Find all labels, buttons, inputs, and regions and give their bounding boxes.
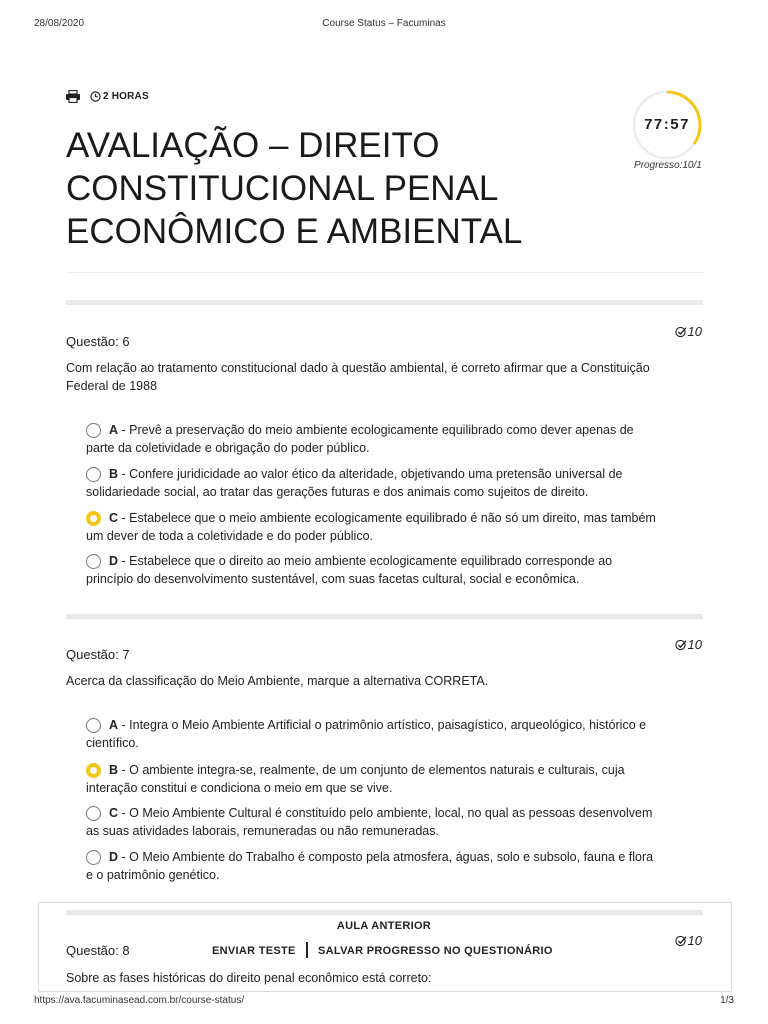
radio-button[interactable]: [86, 554, 101, 569]
option-a[interactable]: [86, 716, 706, 752]
title-line: CONSTITUCIONAL PENAL: [66, 169, 499, 208]
print-header: [0, 0, 768, 36]
option-text: - Integra o Meio Ambiente Artificial o patrimônio artístico, paisagístico, arqueológico, histórico e: [118, 718, 647, 732]
option-a[interactable]: [86, 421, 706, 457]
option-letter: B: [109, 467, 119, 481]
option-b[interactable]: [86, 761, 706, 797]
option-text: interação constitui e condiciona o meio em que se vive.: [86, 781, 393, 795]
option-text: um dever de toda a coletividade e do poder público.: [86, 529, 373, 543]
question-label: Questão: 6: [66, 334, 130, 349]
option-text: - Estabelece que o meio ambiente ecologicamente equilibrado é não só um direito, mas também: [118, 511, 656, 525]
duration-label: 2 HORAS: [103, 90, 149, 102]
option-d[interactable]: [86, 552, 706, 588]
radio-button[interactable]: [86, 806, 101, 821]
option-letter: D: [109, 554, 119, 568]
question-score: [675, 324, 702, 339]
option-text: científico.: [86, 736, 139, 750]
progress-label: Progresso:10/1: [634, 160, 702, 171]
option-c[interactable]: [86, 804, 706, 840]
question-text-line: Sobre as fases históricas do direito penal econômico está correto:: [66, 971, 432, 985]
check-circle-icon: [675, 326, 687, 338]
button-divider: [306, 942, 308, 958]
option-d[interactable]: [86, 848, 706, 884]
option-text: parte da coletividade e obrigação do poder público.: [86, 441, 370, 455]
title-divider: [66, 272, 703, 273]
question-text: [66, 359, 706, 395]
title-line: AVALIAÇÃO – DIREITO: [66, 126, 440, 165]
print-title: Course Status – Facuminas: [322, 18, 446, 29]
check-circle-icon: [675, 639, 687, 651]
previous-lesson-button[interactable]: AULA ANTERIOR: [336, 920, 432, 932]
question-text-line: Com relação ao tratamento constitucional dado à questão ambiental, é correto afirmar que a Constituição: [66, 361, 650, 375]
question-divider: [66, 300, 703, 305]
option-letter: B: [109, 763, 119, 777]
submit-test-button[interactable]: ENVIAR TESTE: [212, 945, 296, 957]
option-letter: A: [109, 423, 119, 437]
question-label: Questão: 8: [66, 943, 130, 958]
question-text: [66, 672, 706, 690]
question-text-line: Acerca da classificação do Meio Ambiente, marque a alternativa CORRETA.: [66, 674, 489, 688]
option-text: princípio do desenvolvimento sustentável, com suas facetas cultural, social e econômica.: [86, 572, 580, 586]
option-text: - Confere juridicidade ao valor ético da alteridade, objetivando uma pretensão universal de: [118, 467, 623, 481]
option-text: - Prevê a preservação do meio ambiente ecologicamente equilibrado como dever apenas de: [118, 423, 634, 437]
option-text: - Estabelece que o direito ao meio ambiente ecologicamente equilibrado corresponde ao: [118, 554, 613, 568]
question-score: [675, 933, 702, 948]
radio-button[interactable]: [86, 467, 101, 482]
duration: [90, 91, 149, 102]
printer-icon[interactable]: [66, 90, 80, 103]
score-value: 10: [687, 637, 702, 652]
timer-value: 77:57: [644, 116, 690, 133]
option-text: as suas atividades laborais, remuneradas ou não remuneradas.: [86, 824, 439, 838]
radio-button[interactable]: [86, 718, 101, 733]
question-text: [66, 969, 706, 987]
option-text: - O ambiente integra-se, realmente, de um conjunto de elementos naturais e culturais, cuja: [118, 763, 625, 777]
option-c[interactable]: [86, 509, 706, 545]
question-divider: [66, 910, 703, 915]
option-letter: C: [109, 806, 119, 820]
score-value: 10: [687, 933, 702, 948]
question-text-line: Federal de 1988: [66, 379, 158, 393]
question-label: Questão: 7: [66, 647, 130, 662]
question-score: [675, 637, 702, 652]
page-title: [66, 124, 626, 253]
print-date: 28/08/2020: [34, 18, 85, 29]
option-text: - O Meio Ambiente Cultural é constituído pelo ambiente, local, no qual as pessoas desenvolvem: [118, 806, 653, 820]
page-number: 1/3: [720, 995, 734, 1006]
radio-button[interactable]: [86, 850, 101, 865]
option-text: e o patrimônio genético.: [86, 868, 220, 882]
radio-button[interactable]: [86, 423, 101, 438]
save-progress-button[interactable]: SALVAR PROGRESSO NO QUESTIONÁRIO: [318, 945, 553, 957]
page-url[interactable]: https://ava.facuminasead.com.br/course-status/: [34, 995, 245, 1006]
course-meta: [66, 88, 149, 104]
option-letter: C: [109, 511, 119, 525]
option-b[interactable]: [86, 465, 706, 501]
option-letter: D: [109, 850, 119, 864]
option-text: solidariedade social, ao tratar das gerações futuras e dos animais como sujeitos de direito.: [86, 485, 589, 499]
countdown-timer: [632, 90, 704, 162]
option-text: - O Meio Ambiente do Trabalho é composto pela atmosfera, águas, solo e subsolo, fauna e flora: [118, 850, 654, 864]
question-divider: [66, 614, 703, 619]
radio-button-selected[interactable]: [86, 763, 101, 778]
radio-button-selected[interactable]: [86, 511, 101, 526]
clock-icon: [90, 91, 101, 102]
title-line: ECONÔMICO E AMBIENTAL: [66, 212, 523, 251]
score-value: 10: [687, 324, 702, 339]
check-circle-icon: [675, 935, 687, 947]
option-letter: A: [109, 718, 119, 732]
